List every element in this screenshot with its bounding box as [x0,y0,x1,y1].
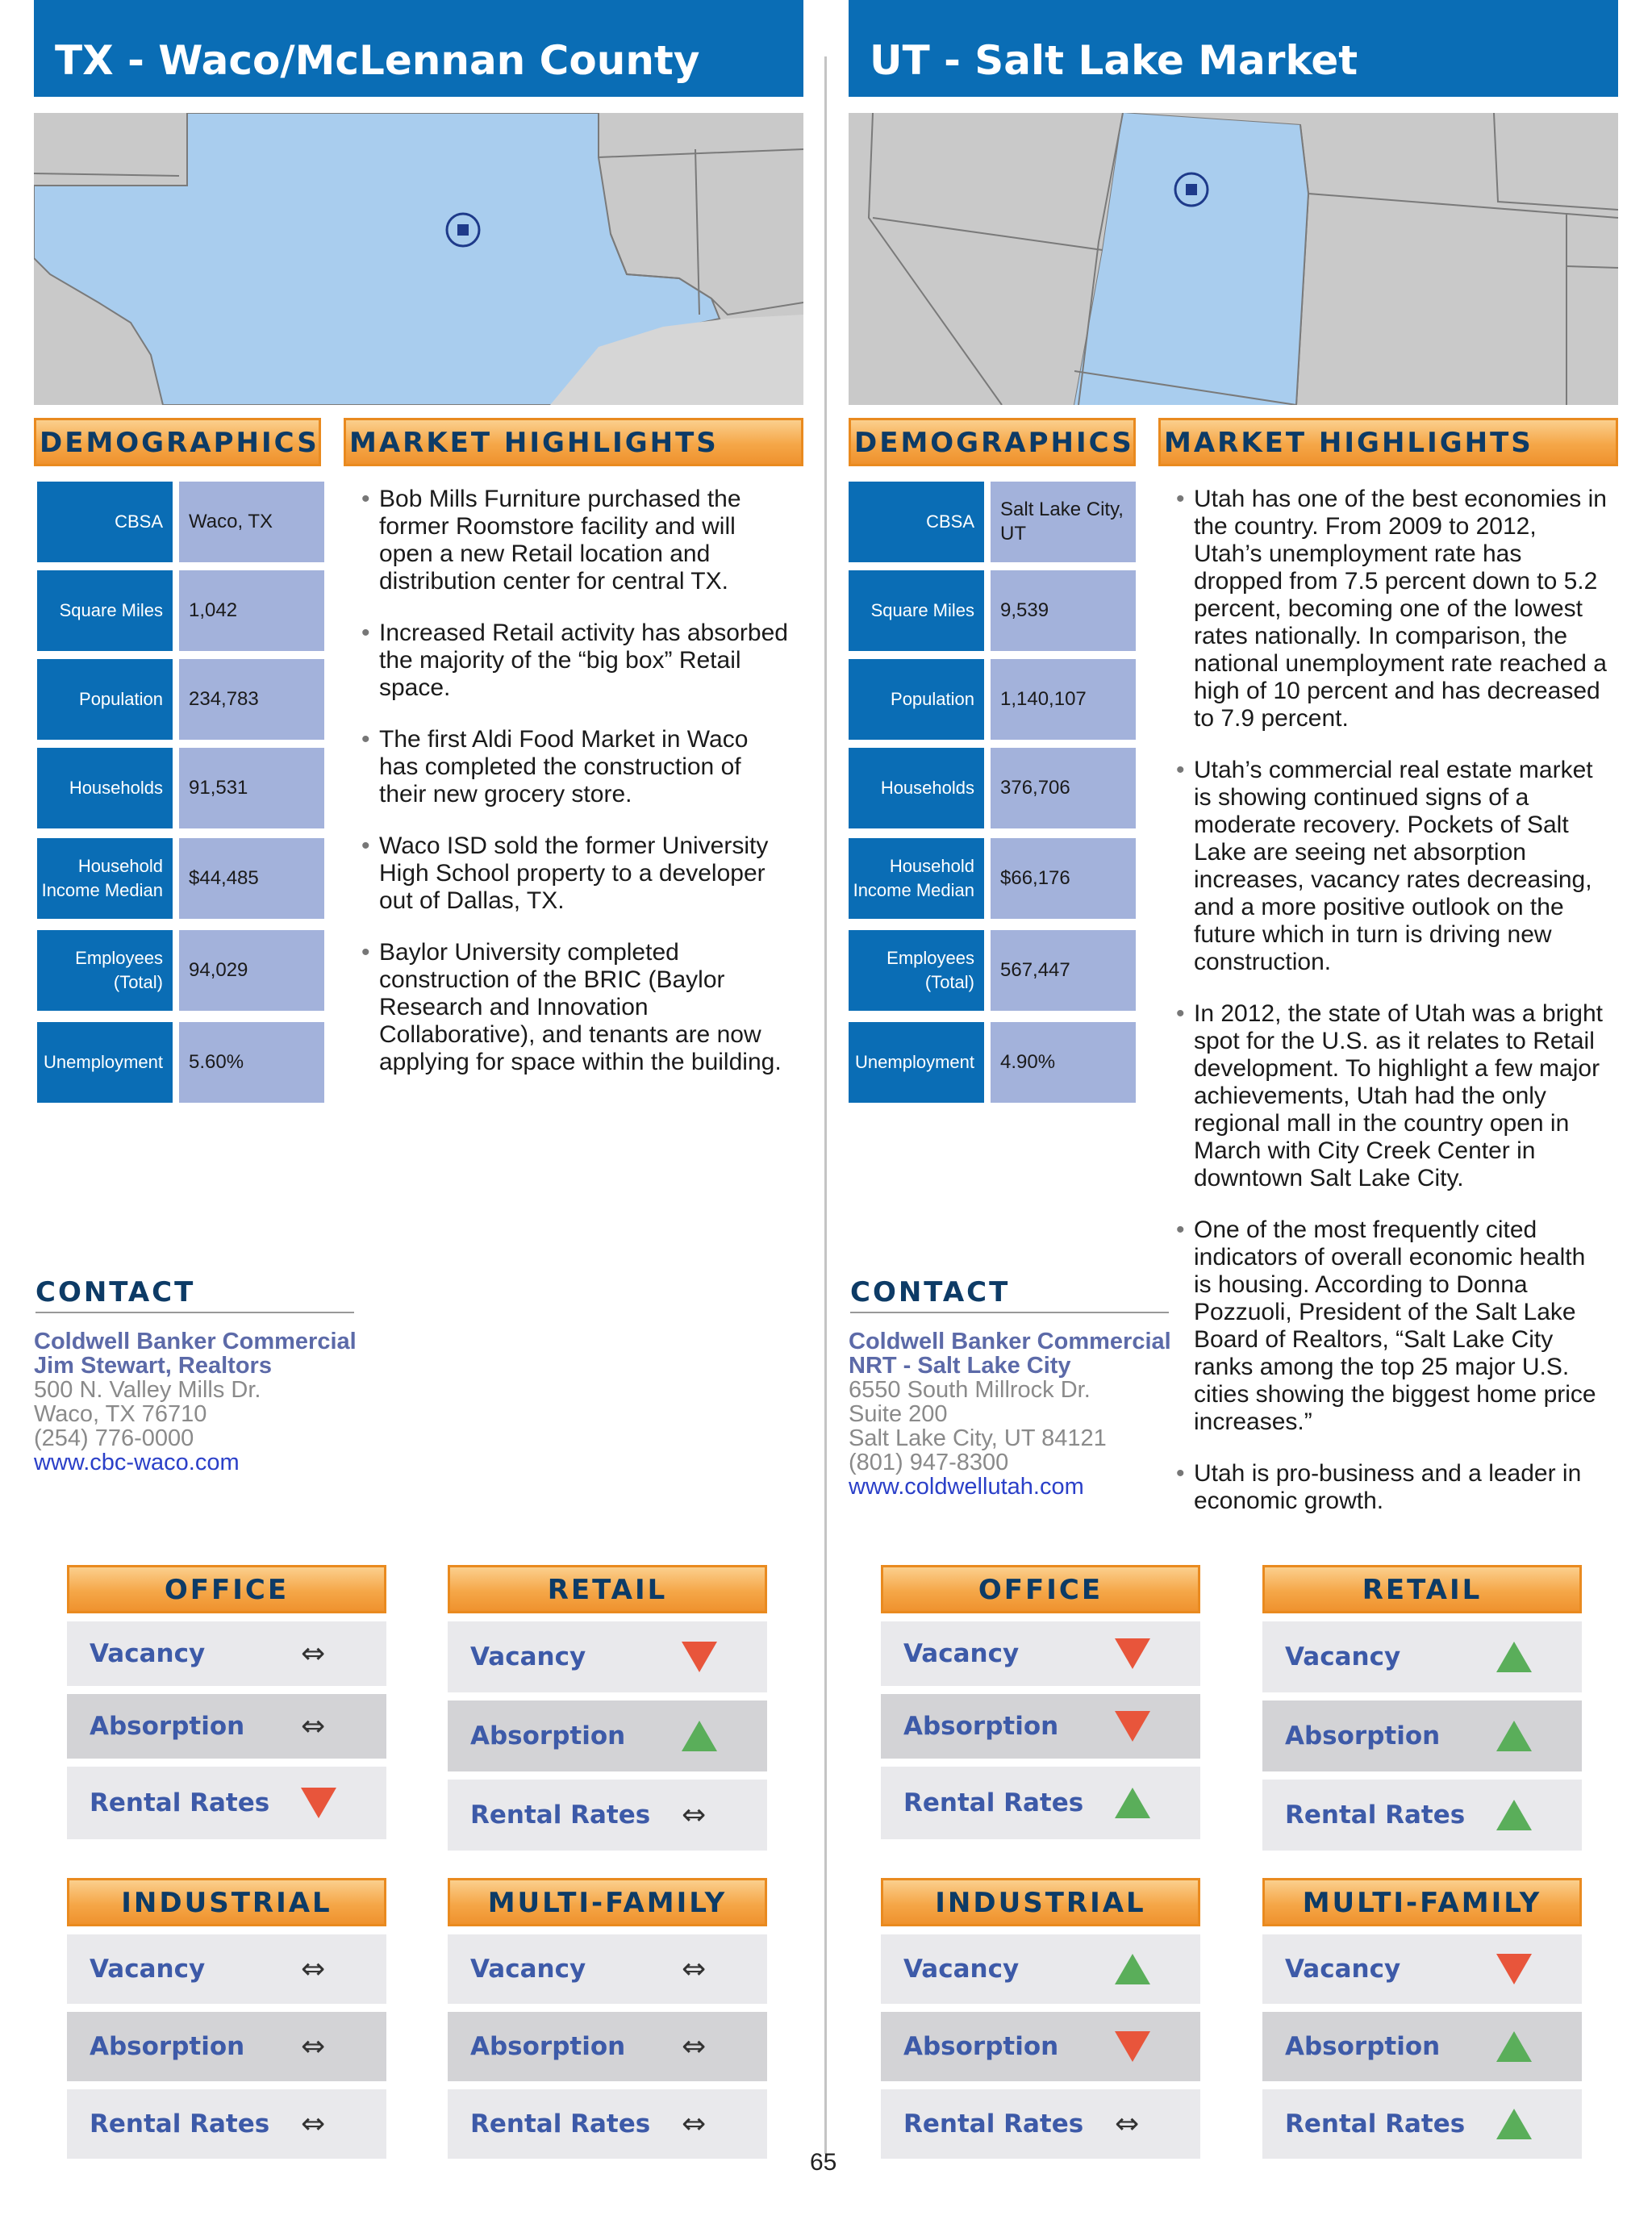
center-divider [824,56,827,2154]
contact-firm: Coldwell Banker Commercial [849,1329,1171,1354]
left-title: TX - Waco/McLennan County [55,37,700,84]
down-triangle-icon [301,1788,336,1818]
trend-row-rental-rates: Rental Rates ⇔ [448,1780,767,1851]
demo-label: Square Miles [849,570,984,651]
flat-arrow-icon: ⇔ [682,1798,707,1832]
trend-row-absorption: Absorption [1262,1700,1582,1771]
demo-row-income-median [849,838,1136,919]
trend-row-rental-rates: Rental Rates [67,1767,386,1839]
demo-value: $44,485 [179,838,324,919]
demo-label: Household Income Median [849,838,984,919]
trend-row-absorption: Absorption [881,1694,1200,1759]
list-item: • Utah’s commercial real estate market is showing continued signs of a moderate recovery. Pockets of Salt Lake are seeing net absorption increases, vacancy rates decreasing, and a more positive outlook on the future which in turn is driving new construction. [1176,757,1593,975]
demo-row-cbsa [37,482,324,562]
left-demographics-header: DEMOGRAPHICS [34,418,321,466]
right-title: UT - Salt Lake Market [870,37,1358,84]
demo-label: Households [37,748,173,828]
category-header: INDUSTRIAL [67,1878,386,1926]
trend-row-vacancy: Vacancy [881,1621,1200,1686]
demo-value: 234,783 [179,659,324,740]
down-triangle-icon [1496,1954,1532,1984]
trend-row-rental-rates: Rental Rates ⇔ [881,2089,1200,2159]
left-retail-box [448,1565,767,1851]
category-header: INDUSTRIAL [881,1878,1200,1926]
bullet-icon: • [1176,1000,1185,1027]
demo-value: 94,029 [179,930,324,1011]
demo-value: Waco, TX [179,482,324,562]
left-office-box [67,1565,386,1839]
trend-row-absorption: Absorption [881,2012,1200,2081]
bullet-icon: • [1176,486,1185,512]
category-header: OFFICE [881,1565,1200,1613]
left-highlights-list [358,486,794,1100]
flat-arrow-icon: ⇔ [301,1709,326,1743]
trend-row-rental-rates: Rental Rates [881,1767,1200,1839]
up-triangle-icon [1496,1800,1532,1830]
demo-label: Households [849,748,984,828]
demo-value: 1,042 [179,570,324,651]
up-triangle-icon [1496,1642,1532,1672]
demo-value: 1,140,107 [991,659,1136,740]
demo-row-households [849,748,1136,828]
trend-row-vacancy: Vacancy [1262,1934,1582,2004]
left-multifamily-box [448,1878,767,2159]
demo-row-households [37,748,324,828]
demo-label: Household Income Median [37,838,173,919]
trend-row-rental-rates: Rental Rates [1262,1780,1582,1851]
contact-address: 6550 South Millrock Dr. [849,1377,1091,1403]
up-triangle-icon [1496,1721,1532,1751]
down-triangle-icon [1115,1638,1150,1669]
bullet-icon: • [1176,1216,1185,1243]
contact-suite: Suite 200 [849,1401,948,1427]
right-retail-box [1262,1565,1582,1851]
right-industrial-box [881,1878,1200,2159]
list-item: • The first Aldi Food Market in Waco has completed the construction of their new grocery store. [361,726,749,807]
demo-label: Population [37,659,173,740]
contact-city: Salt Lake City, UT 84121 [849,1425,1107,1451]
demo-value: 9,539 [991,570,1136,651]
demo-row-population [849,659,1136,740]
demo-label: CBSA [849,482,984,562]
demo-row-employees [37,930,324,1011]
right-office-box [881,1565,1200,1839]
up-triangle-icon [1496,2031,1532,2062]
down-triangle-icon [1115,1711,1150,1742]
demo-label: CBSA [37,482,173,562]
right-contact-header: CONTACT [850,1276,1169,1313]
trend-row-vacancy: Vacancy ⇔ [67,1621,386,1686]
trend-row-vacancy: Vacancy [448,1621,767,1692]
bullet-icon: • [361,726,370,753]
demo-value: 376,706 [991,748,1136,828]
flat-arrow-icon: ⇔ [682,1952,707,1986]
category-header: OFFICE [67,1565,386,1613]
category-header: RETAIL [448,1565,767,1613]
up-triangle-icon [1115,1788,1150,1818]
right-highlights-list [1173,486,1608,1539]
flat-arrow-icon: ⇔ [1115,2107,1140,2141]
right-title-bar [849,0,1618,97]
trend-row-absorption: Absorption ⇔ [448,2012,767,2081]
flat-arrow-icon: ⇔ [301,1637,326,1671]
contact-website-link[interactable]: www.cbc-waco.com [34,1450,240,1475]
trend-row-absorption: Absorption ⇔ [67,1694,386,1759]
list-item: • Bob Mills Furniture purchased the former Roomstore facility and will open a new Retail location and distribution center for central TX. [361,486,741,595]
list-item: • Waco ISD sold the former University High School property to a developer out of Dallas, TX. [361,832,769,914]
demo-label: Employees (Total) [849,930,984,1011]
category-header: MULTI-FAMILY [448,1878,767,1926]
list-item: • Increased Retail activity has absorbed the majority of the “big box” Retail space. [361,620,788,701]
trend-row-vacancy: Vacancy [1262,1621,1582,1692]
left-title-bar [34,0,803,97]
demo-row-cbsa [849,482,1136,562]
bullet-icon: • [1176,1460,1185,1487]
demo-value: Salt Lake City, UT [991,482,1136,562]
left-contact-body [34,1329,389,1475]
trend-row-rental-rates: Rental Rates [1262,2089,1582,2159]
bullet-icon: • [1176,757,1185,783]
bullet-icon: • [361,939,370,966]
trend-row-vacancy: Vacancy ⇔ [448,1934,767,2004]
list-item: • Utah has one of the best economies in the country. From 2009 to 2012, Utah’s unemployment rate has dropped from 7.5 percent down to 5.2 percent, becoming one of the lowest rates nationally. In comparison, the national unemployment rate reached a high of 10 percent and has decreased to 7.9 percent. [1176,486,1607,732]
up-triangle-icon [682,1721,717,1751]
demo-row-unemployment [849,1022,1136,1103]
right-contact-body [849,1329,1171,1499]
trend-row-absorption: Absorption ⇔ [67,2012,386,2081]
trend-row-vacancy: Vacancy [881,1934,1200,2004]
trend-row-rental-rates: Rental Rates ⇔ [448,2089,767,2159]
demo-label: Unemployment [849,1022,984,1103]
list-item: • One of the most frequently cited indicators of overall economic health is housing. According to Donna Pozzuoli, President of the Salt Lake Board of Realtors, “Salt Lake City ranks among the top 25 major U.S. cities showing the biggest home price increases.” [1176,1216,1596,1435]
contact-phone: (254) 776-0000 [34,1425,194,1451]
category-header: MULTI-FAMILY [1262,1878,1582,1926]
bullet-icon: • [361,832,370,859]
flat-arrow-icon: ⇔ [301,1952,326,1986]
list-item: • Utah is pro-business and a leader in economic growth. [1176,1460,1582,1514]
demo-row-employees [849,930,1136,1011]
contact-address: 500 N. Valley Mills Dr. [34,1377,261,1403]
demo-row-square-miles [37,570,324,651]
contact-firm-sub: NRT - Salt Lake City [849,1353,1071,1379]
flat-arrow-icon: ⇔ [682,2030,707,2064]
demo-row-population [37,659,324,740]
down-triangle-icon [682,1642,717,1672]
right-highlights-header: MARKET HIGHLIGHTS [1158,418,1618,466]
left-industrial-box [67,1878,386,2159]
demo-value: 4.90% [991,1022,1136,1103]
right-multifamily-box [1262,1878,1582,2159]
demo-row-square-miles [849,570,1136,651]
demo-label: Unemployment [37,1022,173,1103]
trend-row-vacancy: Vacancy ⇔ [67,1934,386,2004]
demo-value: 91,531 [179,748,324,828]
category-header: RETAIL [1262,1565,1582,1613]
flat-arrow-icon: ⇔ [682,2107,707,2141]
demo-label: Square Miles [37,570,173,651]
demo-label: Employees (Total) [37,930,173,1011]
contact-firm-sub: Jim Stewart, Realtors [34,1353,272,1379]
list-item: • Baylor University completed construction of the BRIC (Baylor Research and Innovation Collaborative), and tenants are now applying for space within the building. [361,939,782,1075]
up-triangle-icon [1496,2109,1532,2139]
down-triangle-icon [1115,2031,1150,2062]
contact-city: Waco, TX 76710 [34,1401,207,1427]
right-demographics-header: DEMOGRAPHICS [849,418,1136,466]
contact-website-link[interactable]: www.coldwellutah.com [849,1474,1084,1500]
demo-row-unemployment [37,1022,324,1103]
texas-map [34,113,803,405]
page-number: 65 [810,2149,837,2176]
utah-map [849,113,1618,405]
contact-phone: (801) 947-8300 [849,1450,1009,1475]
demo-label: Population [849,659,984,740]
demo-value: 567,447 [991,930,1136,1011]
bullet-icon: • [361,620,370,646]
trend-row-absorption: Absorption [448,1700,767,1771]
list-item: • In 2012, the state of Utah was a bright spot for the U.S. as it relates to Retail development. To highlight a few major achievements, Utah had the only regional mall in the country open in March with City Creek Center in downtown Salt Lake City. [1176,1000,1603,1191]
up-triangle-icon [1115,1954,1150,1984]
trend-row-absorption: Absorption [1262,2012,1582,2081]
left-highlights-header: MARKET HIGHLIGHTS [344,418,803,466]
bullet-icon: • [361,486,370,512]
contact-firm: Coldwell Banker Commercial [34,1329,357,1354]
flat-arrow-icon: ⇔ [301,2107,326,2141]
left-contact-header: CONTACT [35,1276,354,1313]
demo-value: 5.60% [179,1022,324,1103]
demo-row-income-median [37,838,324,919]
trend-row-rental-rates: Rental Rates ⇔ [67,2089,386,2159]
demo-value: $66,176 [991,838,1136,919]
flat-arrow-icon: ⇔ [301,2030,326,2064]
